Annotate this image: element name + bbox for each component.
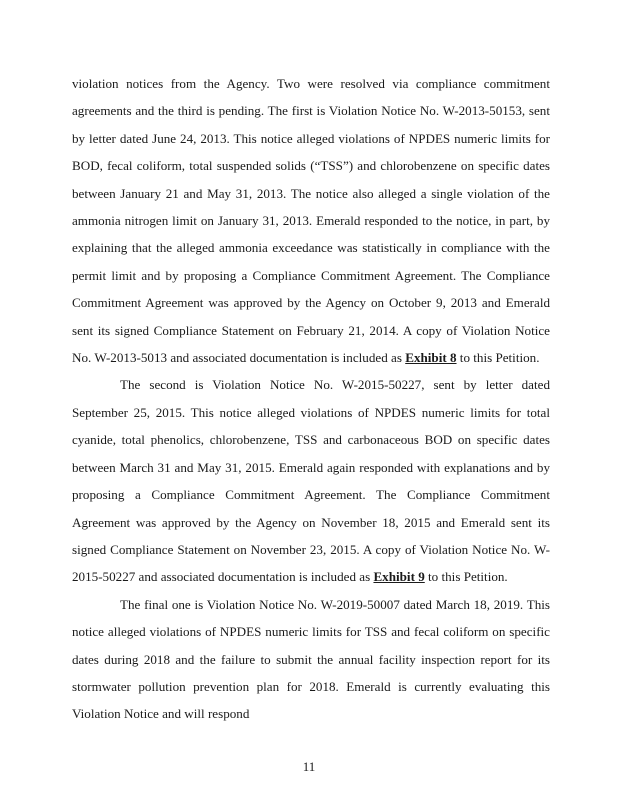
document-body — [72, 70, 550, 728]
paragraph-text: to this Petition. — [456, 350, 540, 366]
page-number: 11 — [302, 759, 316, 774]
paragraph-second-violation-notice — [72, 371, 550, 590]
paragraph-first-violation-notice — [72, 70, 550, 371]
paragraph-text: The second is Violation Notice No. W-2015-50227, sent by letter dated September 25, 2015. This notice alleged violations of NPDES numeric limits for total cyanide, total phenolics, chlorobenzene, TSS and carbonaceous BOD on specific dates between March 31 and May 31, 2015. Emerald again responded with explanations and by proposing a Compliance Commitment Agreement. The Compliance Commitment Agreement was approved by the Agency on November 18, 2015 and Emerald sent its signed Compliance Statement on November 23, 2015. A copy of Violation Notice No. W-2015-50227 and associated documentation is included as — [72, 377, 550, 585]
paragraph-final-violation-notice: The final one is Violation Notice No. W-2019-50007 dated March 18, 2019. This notice alleged violations of NPDES numeric limits for TSS and fecal coliform on specific dates during 2018 and the failure to submit the annual facility inspection report for its stormwater pollution prevention plan for 2018. Emerald is currently evaluating this Violation Notice and will respond — [72, 596, 550, 722]
exhibit-9-reference: Exhibit 9 — [373, 569, 425, 585]
paragraph-text: to this Petition. — [424, 569, 508, 585]
exhibit-8-reference: Exhibit 8 — [405, 350, 457, 366]
paragraph-text: violation notices from the Agency. Two were resolved via compliance commitment agreements and the third is pending. The first is Violation Notice No. W-2013-50153, sent by letter dated June 24, 2013. This notice alleged violations of NPDES numeric limits for BOD, fecal coliform, total suspended solids (“TSS”) and chlorobenzene on specific dates between January 21 and May 31, 2013. The notice also alleged a single violation of the ammonia nitrogen limit on January 31, 2013. Emerald responded to the notice, in part, by explaining that the alleged ammonia exceedance was statistically in compliance with the permit limit and by proposing a Compliance Commitment Agreement. The Compliance Commitment Agreement was approved by the Agency on October 9, 2013 and Emerald sent its signed Compliance Statement on February 21, 2014. A copy of Violation Notice No. W-2013-5013 and associated documentation is included as — [72, 76, 550, 366]
